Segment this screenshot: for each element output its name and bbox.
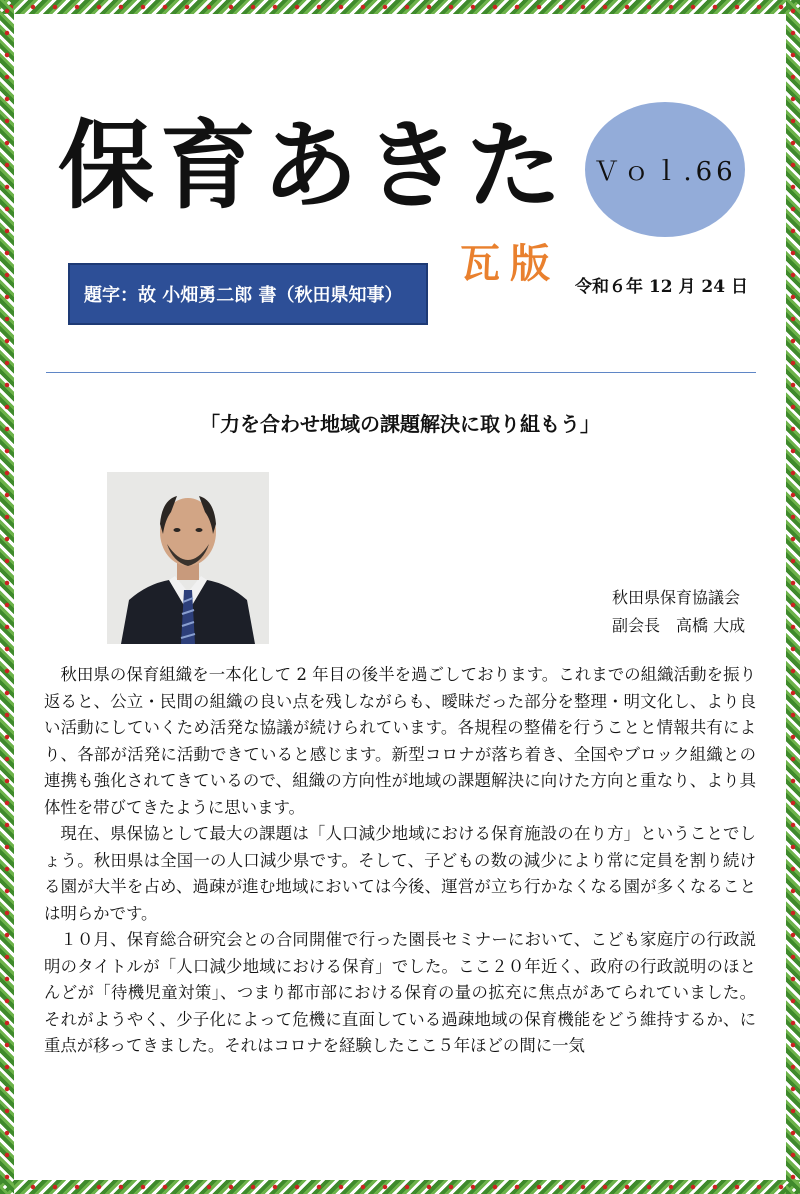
article-body — [44, 662, 756, 1060]
article-paragraph: 現在、県保協として最大の課題は「人口減少地域における保育施設の在り方」ということでしょう。秋田県は全国一の人口減少県です。そして、子どもの数の減少により常に定員を割り続ける園が大半を占め、過疎が進む地域においては今後、運営が立ち行かなくなる園が多くなることは明らかです。 — [44, 824, 756, 923]
calligraphy-credit-box — [68, 263, 428, 325]
article-paragraph: １０月、保育総合研究会との合同開催で行った園長セミナーにおいて、こども家庭庁の行政説明のタイトルが「人口減少地域における保育」でした。ここ２０年近く、政府の行政説明のほとんどが「待機児童対策」、つまり都市部における保育の量の拡充に焦点があてられていました。それがようやく、少子化によって危機に直面している過疎地域の保育機能をどう維持するか、に重点が移ってきました。それはコロナを経験したここ５年ほどの間に一気 — [44, 930, 756, 1055]
author-organization: 秋田県保育協議会 — [612, 588, 741, 607]
article-headline: 「力を合わせ地域の課題解決に取り組もう」 — [200, 412, 600, 436]
edition-label: 瓦版 — [460, 241, 560, 287]
article-paragraph: 秋田県の保育組織を一本化して 2 年目の後半を過ごしております。これまでの組織活動を振り返ると、公立・民間の組織の良い点を残しながらも、曖昧だった部分を整理・明文化し、より良い活動にしていくため活発な協議が続けられています。各規程の整備を行うことと情報共有により、各部が活発に活動できていると感じます。新型コロナが落ち着き、全国やブロック組織との連携も強化されてきているので、組織の方向性が地域の課題解決に向けた方向と重なり、より具体性を帯びてきたように思います。 — [44, 665, 756, 817]
author-name: 副会長 高橋 大成 — [612, 616, 746, 635]
holly-border-right — [786, 0, 800, 1194]
volume-badge — [585, 102, 745, 237]
author-byline — [612, 584, 745, 640]
newsletter-title: 保育あきた — [58, 109, 568, 222]
calligraphy-credit: 題字：故 小畑勇二郎 書（秋田県知事） — [84, 285, 403, 306]
holly-border-left — [0, 0, 14, 1194]
author-portrait — [107, 472, 269, 644]
holly-border-top — [0, 0, 800, 14]
volume-number: Ｖｏｌ.66 — [593, 157, 737, 187]
holly-border-bottom — [0, 1180, 800, 1194]
issue-date: 令和６年 12 月 24 日 — [575, 277, 748, 297]
header-divider — [46, 372, 756, 373]
